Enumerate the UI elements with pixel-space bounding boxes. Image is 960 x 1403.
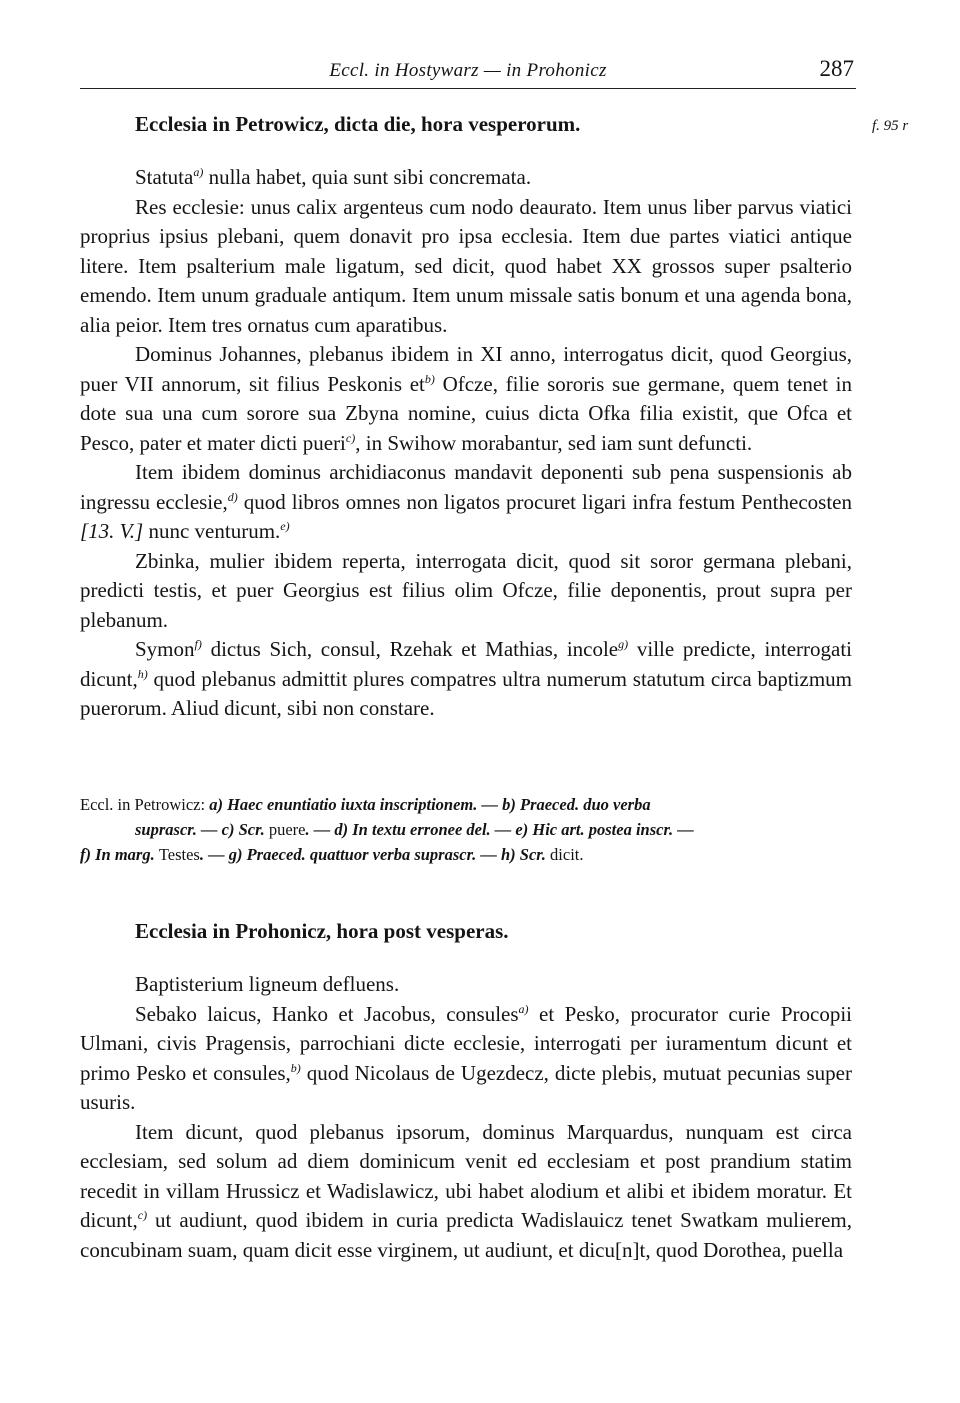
section-heading-petrowicz: Ecclesia in Petrowicz, dicta die, hora vesperorum. <box>135 112 581 136</box>
page-number: 287 <box>819 56 854 81</box>
folio-marker: f. 95 r <box>872 118 909 134</box>
note-line-1: Eccl. in Petrowicz: a) Haec enuntiatio iuxta inscriptionem. — b) Praeced. duo verba <box>80 795 651 814</box>
paragraph-archidiaconus: Item ibidem dominus archidiaconus mandavit deponenti sub pena suspensionis ab ingressu ecclesie,$^{d)}$ quod libros omnes non ligatos procuret ligari infra festum Penthecosten [13. V.] nunc venturum.$^{e)}$ <box>80 460 852 543</box>
note-line-2: suprascr. — c) Scr. puere. — d) In textu erronee del. — e) Hic art. postea inscr. — <box>135 820 694 839</box>
running-title: Eccl. in Hostywarz — in Prohonicz <box>329 60 607 81</box>
paragraph-baptisterium: Baptisterium ligneum defluens. <box>135 972 400 996</box>
paragraph-statuta: Statuta$^{a)}$ nulla habet, quia sunt sibi concremata. <box>135 165 532 189</box>
section-body-prohonicz <box>80 970 852 1265</box>
paragraph-item-dicunt: Item dicunt, quod plebanus ipsorum, dominus Marquardus, nunquam est circa ecclesiam, sed solum ad diem dominicum venit ed ecclesiam et post prandium statim recedit in villam Hrussicz et Wadislawicz, ubi habet alodium et alibi et ibidem moratur. Et dicunt,$^{c)}$ ut audiunt, quod ibidem in curia predicta Wadislauicz tenet Swatkam mulierem, concubinam suam, quam dicit esse virginem, ut audiunt, et dicu[n]t, quod Dorothea, puella <box>80 1119 852 1262</box>
paragraph-dominus-johannes: Dominus Johannes, plebanus ibidem in XI anno, interrogatus dicit, quod Georgius, puer VII annorum, sit filius Peskonis $et^{b)}$ Ofcze, filie sororis sue germane, quem tenet in dote sua una cum sorore sua Zbyna nomine, cuius dicta Ofka filia existit, que Ofca et Pesco, pater et mater dicti pueri$^{c)}$, in Swihow morabantur, sed iam sunt defuncti. <box>80 342 852 455</box>
paragraph-symon: Symon$^{f)}$ dictus Sich, consul, Rzehak et Mathias, incole$^{g)}$ ville predicte, interrogati dicunt,$^{h)}$ quod plebanus admittit plures compatres ultra numerum statutum circa baptizmum puerorum. Aliud dicunt, sibi non constare. <box>80 637 852 720</box>
section-heading-prohonicz: Ecclesia in Prohonicz, hora post vesperas. <box>135 919 509 943</box>
critical-apparatus <box>80 792 852 867</box>
paragraph-sebako: Sebako laicus, Hanko et Jacobus, consules$^{a)}$ et Pesko, procurator curie Procopii Ulmani, civis Pragensis, parrochiani dicte ecclesie, interrogati per iuramentum dicunt et primo Pesko et consules,$^{b)}$ quod Nicolaus de Ugezdecz, dicte plebis, mutuat pecunias super usuris. <box>80 1001 852 1114</box>
paragraph-res-ecclesie: Res ecclesie: unus calix argenteus cum nodo deaurato. Item unus liber parvus viatici proprius ipsius plebani, quem donavit pro ipsa ecclesia. Item due partes viatici antique litere. Item psalterium male ligatum, sed dicit, quod habet XX grossos super psalterio emendo. Item unum graduale antiqum. Item unum missale satis bonum et una agenda bona, alia peior. Item tres ornatus cum aparatibus. <box>80 194 852 337</box>
note-line-3: f) In marg. Testes. — g) Praeced. quattuor verba suprascr. — h) Scr. dicit. <box>80 845 584 864</box>
section-body-petrowicz <box>80 163 852 724</box>
running-head <box>80 58 856 89</box>
paragraph-zbinka: Zbinka, mulier ibidem reperta, interrogata dicit, quod sit soror germana plebani, predicti testis, et puer Georgius est filius olim Ofcze, filie deponentis, prout supra per plebanum. <box>80 548 852 632</box>
